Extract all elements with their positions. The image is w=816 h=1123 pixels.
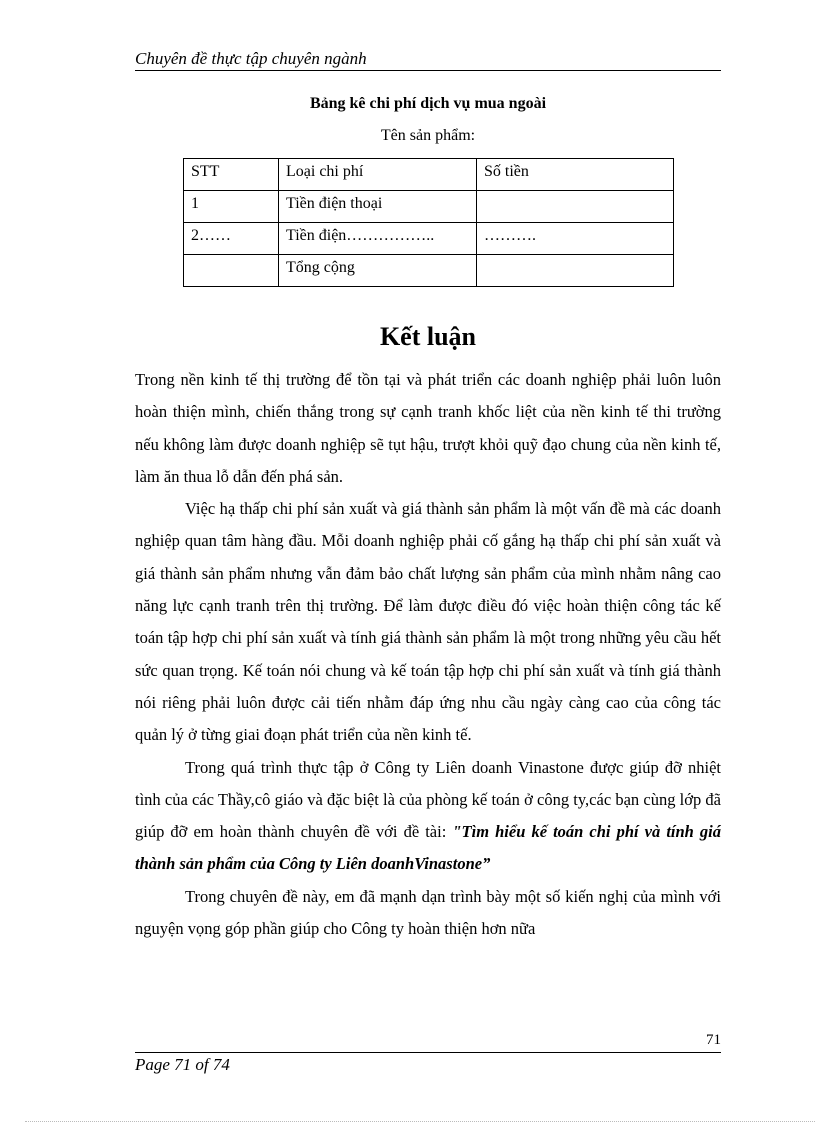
- page-header: [135, 48, 721, 71]
- table-header-cell: Số tiền: [477, 159, 674, 191]
- cost-table: [183, 158, 674, 287]
- table-cell: [477, 191, 674, 223]
- paragraph: Trong chuyên đề này, em đã mạnh dạn trình bày một số kiến nghị của mình với nguyện vọng góp phần giúp cho Công ty hoàn thiện hơn nữa: [135, 886, 721, 939]
- table-row: [184, 223, 674, 255]
- table-cell: Tổng cộng: [279, 255, 477, 287]
- table-row: [184, 191, 674, 223]
- paragraph: Trong nền kinh tế thị trường để tồn tại và phát triển các doanh nghiệp phải luôn luôn hoàn thiện mình, chiến thắng trong sự cạnh tranh khốc liệt của nền kinh tế thi trường nếu không làm được doanh nghiệp sẽ tụt hậu, trượt khỏi quỹ đạo chung của nền kinh tế, làm ăn thua lỗ dẫn đến phá sản.: [135, 370, 721, 486]
- table-header-row: [184, 159, 674, 191]
- header-title: Chuyên đề thực tập chuyên ngành: [135, 49, 367, 68]
- table-cell: 2……: [184, 223, 279, 255]
- paragraph: [135, 752, 721, 881]
- paragraph: Việc hạ thấp chi phí sản xuất và giá thành sản phẩm là một vấn đề mà các doanh nghiệp quan tâm hàng đầu. Mỗi doanh nghiệp phải cố gắng hạ thấp chi phí sản xuất và giá thành sản phẩm nhưng vẫn đảm bảo chất lượng sản phẩm của mình nhằm nâng cao năng lực cạnh tranh trên thị trường. Để làm được điều đó việc hoàn thiện công tác kế toán tập hợp chi phí sản xuất và tính giá thành sản phẩm là một trong những yêu cầu hết sức quan trọng. Kế toán nói chung và kế toán tập hợp chi phí sản xuất và tính giá thành nói riêng phải luôn được cải tiến nhằm đáp ứng nhu cầu ngày càng cao của công tác quản lý ở từng giai đoạn phát triển của nền kinh tế.: [135, 499, 721, 745]
- footer-page-label: Page 71 of 74: [135, 1055, 230, 1074]
- section-heading: Kết luận: [379, 322, 477, 351]
- table-cell: Tiền điện……………..: [279, 223, 477, 255]
- table-title: Bảng kê chi phí dịch vụ mua ngoài: [309, 95, 547, 112]
- page-edge-divider: [25, 1121, 815, 1122]
- table-cell: [477, 255, 674, 287]
- table-header-cell: Loại chi phí: [279, 159, 477, 191]
- page-number: 71: [706, 1032, 721, 1048]
- page-footer: [135, 1052, 721, 1075]
- table-cell: [184, 255, 279, 287]
- table-cell: Tiền điện thoại: [279, 191, 477, 223]
- table-header-cell: STT: [184, 159, 279, 191]
- conclusion-body: [135, 364, 721, 945]
- table-cell: 1: [184, 191, 279, 223]
- paragraph-text: Trong quá trình thực tập ở Công ty Liên doanh Vinastone được giúp đỡ nhiệt tình của các Thầy,cô giáo và đặc biệt là của phòng kế toán ở công ty,các bạn cùng lớp đã giúp đỡ em hoàn thành chuyên đề với đề tài:: [135, 757, 721, 842]
- thesis-title: "Tìm hiểu kế toán chi phí và tính giá thành sản phẩm của Công ty Liên doanhVinastone”: [135, 822, 721, 874]
- product-name-label: Tên sản phẩm:: [380, 127, 476, 144]
- table-cell: ……….: [477, 223, 674, 255]
- table-row: [184, 255, 674, 287]
